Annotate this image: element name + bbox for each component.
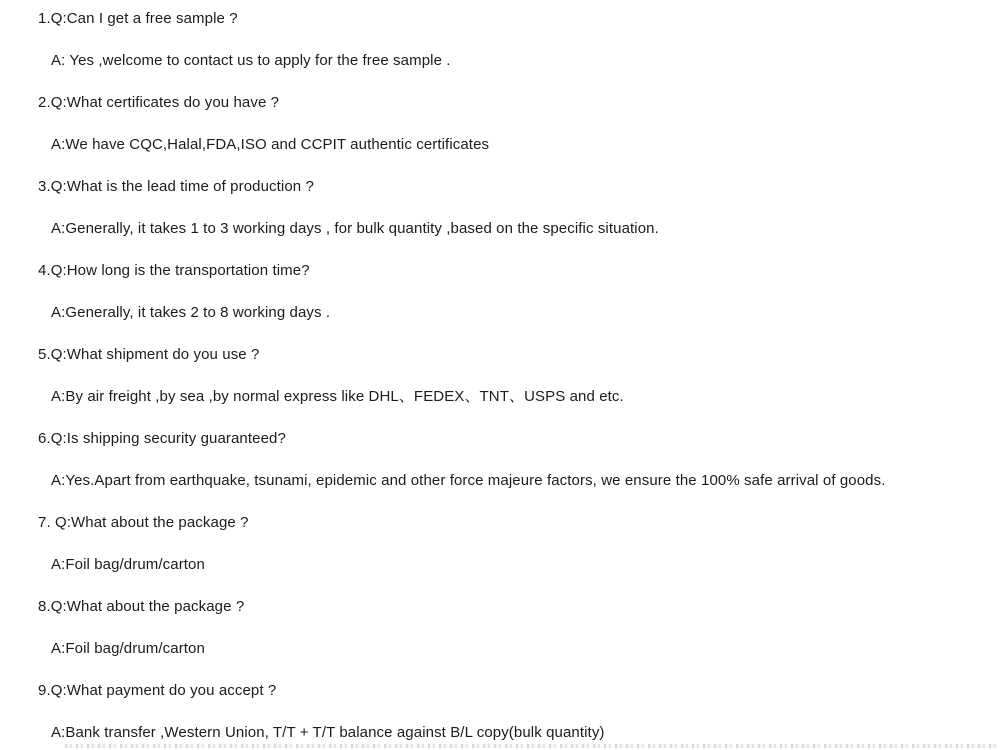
faq-question-3: 3.Q:What is the lead time of production ?: [38, 178, 314, 195]
faq-answer-6: A:Yes.Apart from earthquake, tsunami, epidemic and other force majeure factors, we ensure the 100% safe arrival of goods.: [51, 472, 886, 489]
faq-question-4: 4.Q:How long is the transportation time?: [38, 262, 310, 279]
faq-answer-4: A:Generally, it takes 2 to 8 working days .: [51, 304, 331, 321]
faq-question-8: 8.Q:What about the package ?: [38, 598, 245, 615]
faq-question-2: 2.Q:What certificates do you have ?: [38, 94, 280, 111]
faq-answer-5: A:By air freight ,by sea ,by normal express like DHL、FEDEX、TNT、USPS and etc.: [51, 388, 624, 405]
faq-question-7: 7. Q:What about the package ?: [38, 514, 249, 531]
faq-question-6: 6.Q:Is shipping security guaranteed?: [38, 430, 286, 447]
faq-answer-8: A:Foil bag/drum/carton: [51, 640, 205, 657]
faq-question-1: 1.Q:Can I get a free sample ?: [38, 10, 238, 27]
faq-answer-9: A:Bank transfer ,Western Union, T/T + T/T balance against B/L copy(bulk quantity): [51, 724, 605, 741]
faq-question-5: 5.Q:What shipment do you use ?: [38, 346, 260, 363]
faq-answer-3: A:Generally, it takes 1 to 3 working days , for bulk quantity ,based on the specific situation.: [51, 220, 659, 237]
cut-off-next-line-artifact: [65, 744, 998, 748]
faq-question-9: 9.Q:What payment do you accept ?: [38, 682, 277, 699]
faq-answer-7: A:Foil bag/drum/carton: [51, 556, 205, 573]
faq-answer-2: A:We have CQC,Halal,FDA,ISO and CCPIT authentic certificates: [51, 136, 490, 153]
faq-answer-1: A: Yes ,welcome to contact us to apply for the free sample .: [51, 52, 451, 69]
